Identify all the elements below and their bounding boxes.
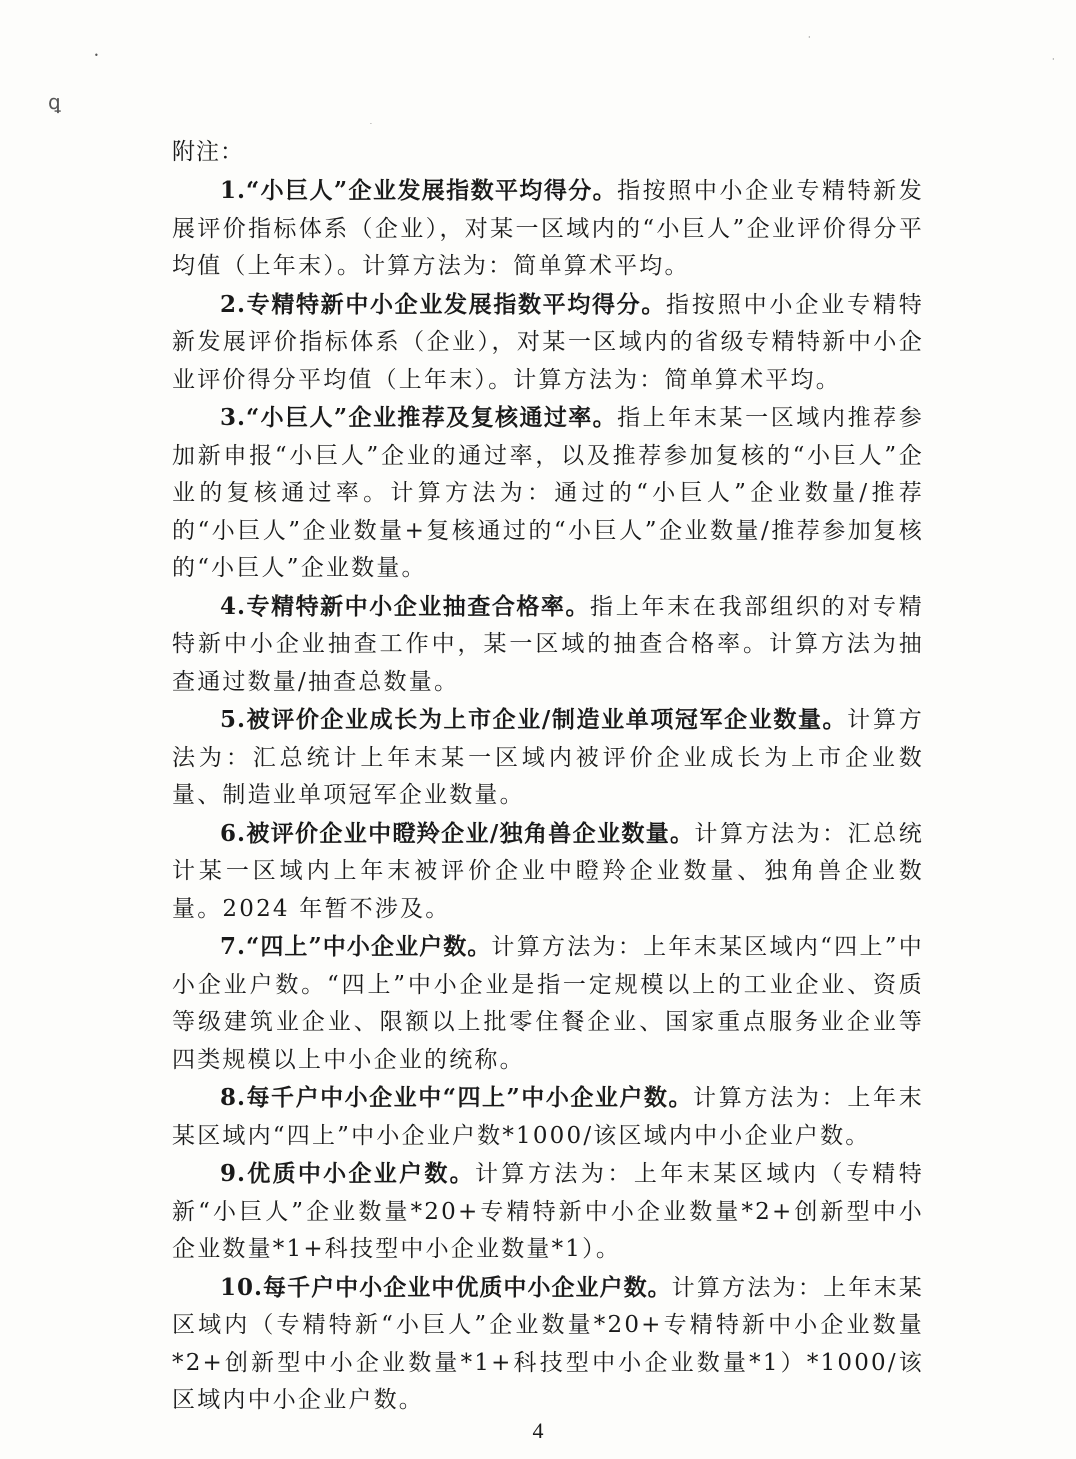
note-body: 计算方法为：上年末某区域内（专精特新“小巨人”企业数量*20+专精特新中小企业数量*2+创新型中小企业数量*1+科技型中小企业数量*1）*1000/该区域内中小企业户数。 [172,1274,925,1413]
scan-mark-icon: ꝗ [48,90,61,114]
note-item-5 [172,701,924,815]
note-heading: 10.每千户中小企业中优质中小企业户数。 [220,1273,672,1301]
note-item-3 [172,399,924,588]
note-body: 指上年末在我部组织的对专精特新中小企业抽查工作中，某一区域的抽查合格率。计算方法为抽查通过数量/抽查总数量。 [172,593,924,695]
note-heading: 6.被评价企业中瞪羚企业/独角兽企业数量。 [220,819,695,847]
note-body: 计算方法为：上年末某区域内“四上”中小企业户数*1000/该区域内中小企业户数。 [172,1085,924,1149]
scan-dust-icon: · [808,33,811,42]
page-number: 4 [532,1418,544,1443]
note-body: 指上年末某一区域内推荐参加新申报“小巨人”企业的通过率，以及推荐参加复核的“小巨人”企业的复核通过率。计算方法为：通过的“小巨人”企业数量/推荐的“小巨人”企业数量+复核通过的“小巨人”企业数量/推荐参加复核的“小巨人”企业数量。 [172,405,924,581]
scan-dust-icon: • [94,51,99,60]
note-heading: 1.“小巨人”企业发展指数平均得分。 [220,177,618,204]
note-body: 指按照中小企业专精特新发展评价指标体系（企业），对某一区域内的省级专精特新中小企业评价得分平均值（上年末）。计算方法为：简单算术平均。 [172,291,925,393]
note-item-8 [172,1079,924,1155]
note-heading: 5.被评价企业成长为上市企业/制造业单项冠军企业数量。 [220,706,848,733]
note-heading: 7.“四上”中小企业户数。 [220,933,492,960]
note-item-4 [172,588,924,702]
note-item-10 [172,1269,924,1420]
scan-dust-icon: · [370,121,372,128]
note-item-6 [172,815,924,929]
note-item-7 [172,928,924,1079]
note-body: 计算方法为：汇总统计某一区域内上年末被评价企业中瞪羚企业数量、独角兽企业数量。2024 年暂不涉及。 [172,820,924,922]
note-heading: 2.专精特新中小企业发展指数平均得分。 [220,290,667,318]
note-item-9 [172,1155,924,1269]
note-heading: 3.“小巨人”企业推荐及复核通过率。 [220,404,618,431]
scan-dust-icon: · [1052,55,1055,64]
notes-section [172,132,924,1420]
note-item-1 [172,172,924,286]
note-heading: 8.每千户中小企业中“四上”中小企业户数。 [220,1084,693,1111]
note-item-2 [172,286,924,400]
note-body: 指按照中小企业专精特新发展评价指标体系（企业），对某一区域内的“小巨人”企业评价得分平均值（上年末）。计算方法为：简单算术平均。 [172,178,924,279]
note-body: 计算方法为：上年末某区域内“四上”中小企业户数。“四上”中小企业是指一定规模以上的工业企业、资质等级建筑业企业、限额以上批零住餐企业、国家重点服务业企业等四类规模以上中小企业的统称。 [172,934,924,1073]
note-body: 计算方法为：上年末某区域内（专精特新“小巨人”企业数量*20+专精特新中小企业数量*2+创新型中小企业数量*1+科技型中小企业数量*1）。 [172,1161,925,1262]
note-heading: 9.优质中小企业户数。 [220,1160,475,1187]
note-heading: 4.专精特新中小企业抽查合格率。 [220,592,590,620]
notes-title: 附注： [172,139,244,165]
note-body: 计算方法为：汇总统计上年末某一区域内被评价企业成长为上市企业数量、制造业单项冠军企业数量。 [172,707,924,808]
